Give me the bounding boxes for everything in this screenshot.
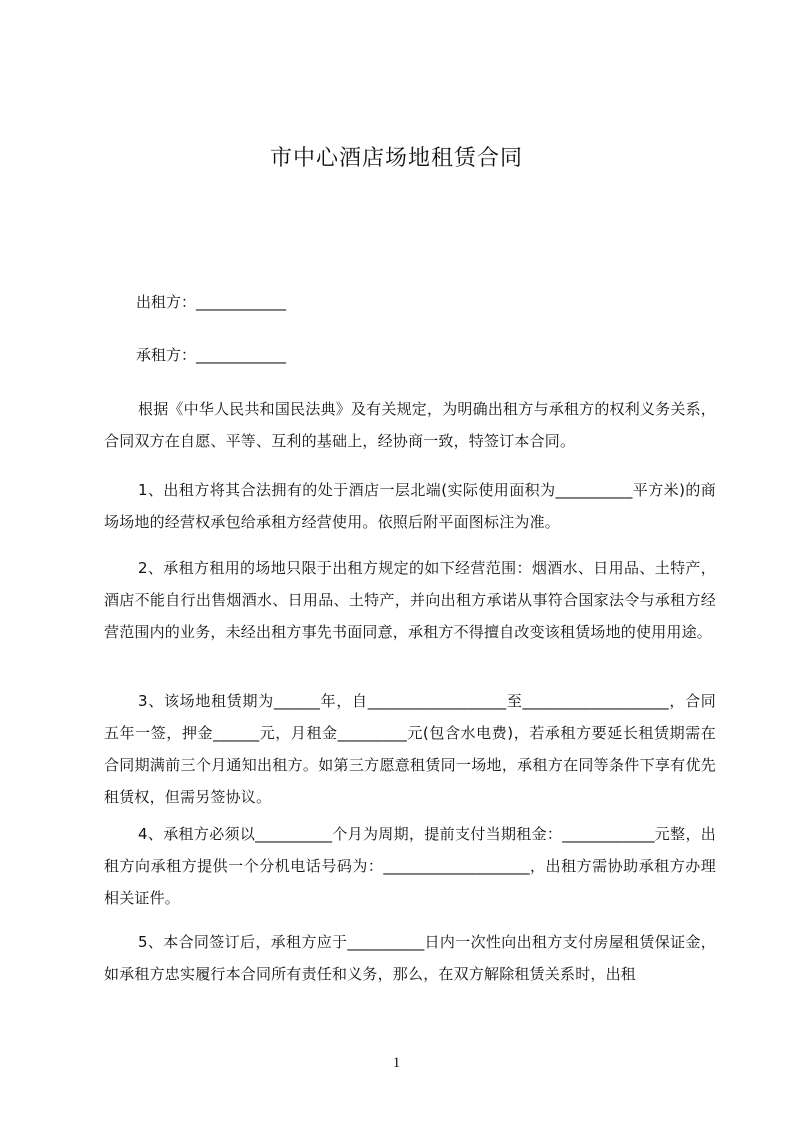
clause-3-paragraph: 3、该场地租赁期为______年，自__________________至___________________，合同五年一签，押金______元，月租金_________元(包含水电费)，若承租方要延长租赁期需在合同期满前三个月通知出租方。如第三方愿意租赁同一场地，承租方在同等条件下享有优先租赁权，但需另签协议。 — [104, 692, 716, 806]
clause-1-paragraph: 1、出租方将其合法拥有的处于酒店一层北端(实际使用面积为__________平方米)的商场场地的经营权承包给承租方经营使用。依照后附平面图标注为准。 — [104, 481, 716, 531]
clause-4-paragraph: 4、承租方必须以__________个月为周期，提前支付当期租金：____________元整，出租方向承租方提供一个分机电话号码为：___________________，出租方需协助承租方办理相关证件。 — [104, 825, 716, 907]
preamble-paragraph: 根据《中华人民共和国民法典》及有关规定，为明确出租方与承租方的权利义务关系，合同双方在自愿、平等、互利的基础上，经协商一致，特签订本合同。 — [104, 400, 716, 450]
lessor-line: 出租方：____________ — [136, 293, 287, 311]
page-number: 1 — [392, 1055, 401, 1071]
lessee-line: 承租方：____________ — [136, 346, 287, 364]
document-title: 市中心酒店场地租赁合同 — [269, 146, 523, 171]
clause-2-paragraph: 2、承租方租用的场地只限于出租方规定的如下经营范围：烟酒水、日用品、土特产，酒店不能自行出售烟酒水、日用品、土特产，并向出租方承诺从事符合国家法令与承租方经营范围内的业务，未经出租方事先书面同意，承租方不得擅自改变该租赁场地的使用用途。 — [104, 559, 716, 641]
clause-5-paragraph: 5、本合同签订后，承租方应于__________日内一次性向出租方支付房屋租赁保证金，如承租方忠实履行本合同所有责任和义务，那么，在双方解除租赁关系时，出租 — [104, 933, 716, 983]
